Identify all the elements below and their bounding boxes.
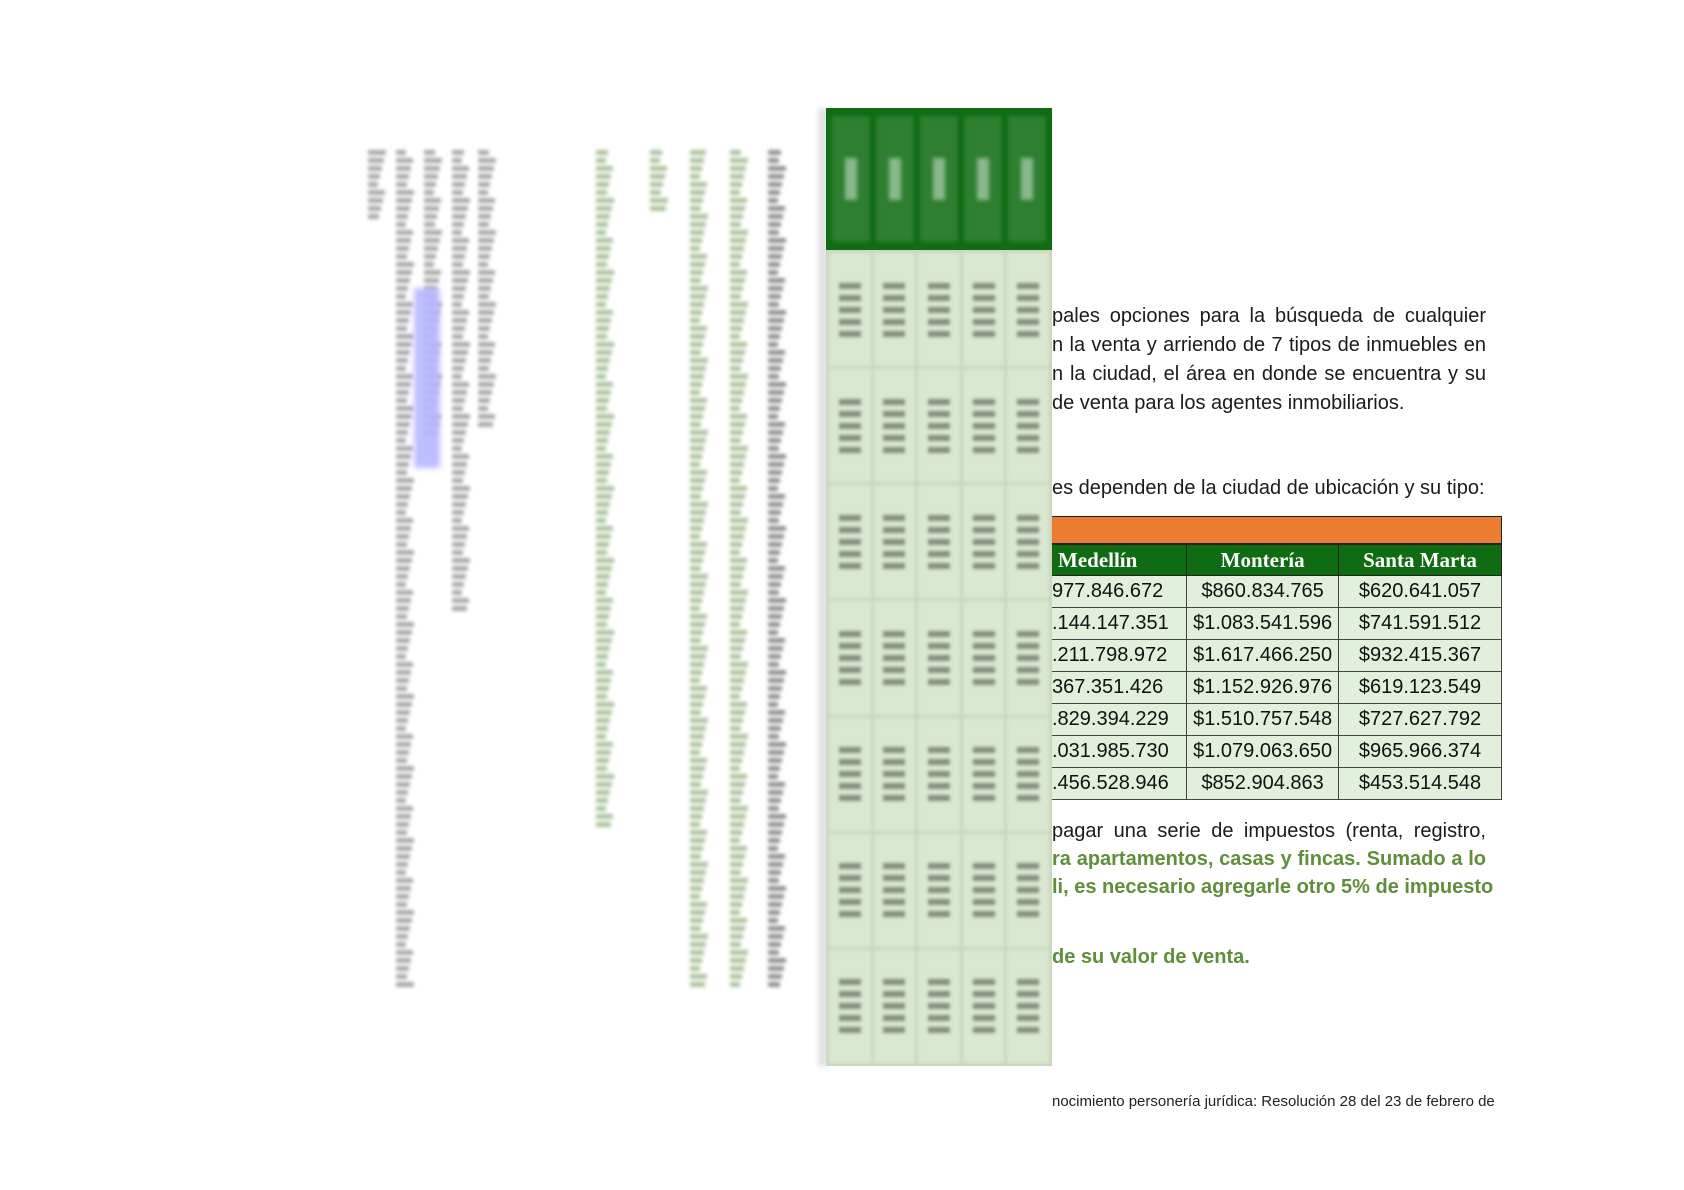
blurred-sheet-cell bbox=[1007, 601, 1049, 714]
blurred-sheet-cell bbox=[829, 718, 871, 831]
blurred-sheet-cell bbox=[1007, 369, 1049, 482]
blurred-sheet-cell bbox=[963, 601, 1005, 714]
blurred-column bbox=[478, 150, 496, 430]
table-header-row bbox=[1052, 545, 1502, 576]
intro-line: de venta para los agentes inmobiliarios. bbox=[1052, 392, 1405, 414]
intro-line: n la ciudad, el área en donde se encuentra y su bbox=[1052, 363, 1486, 385]
blurred-sheet-cell bbox=[963, 369, 1005, 482]
table-cell: $1.617.466.250 bbox=[1187, 640, 1339, 672]
table-row bbox=[1052, 672, 1502, 704]
table-cell: $852.904.863 bbox=[1187, 768, 1339, 800]
blurred-sheet-cell bbox=[874, 253, 916, 366]
blurred-sheet-cell bbox=[874, 485, 916, 598]
blurred-sheet-cell bbox=[918, 485, 960, 598]
blurred-sheet-cell bbox=[1007, 485, 1049, 598]
intro-line: n la venta y arriendo de 7 tipos de inmuebles en bbox=[1052, 334, 1486, 356]
green-line: ra apartamentos, casas y fincas. Sumado a lo bbox=[1052, 848, 1486, 870]
spreadsheet-body bbox=[826, 250, 1052, 1066]
blurred-selection-highlight bbox=[414, 288, 440, 468]
blurred-column bbox=[452, 150, 470, 614]
blurred-column bbox=[690, 150, 708, 990]
table-cell: $1.079.063.650 bbox=[1187, 736, 1339, 768]
table-row bbox=[1052, 768, 1502, 800]
blurred-sheet-cell bbox=[874, 369, 916, 482]
intro-paragraph bbox=[1052, 302, 1486, 418]
blurred-sheet-cell bbox=[874, 950, 916, 1063]
table-row bbox=[1052, 576, 1502, 608]
blurred-column bbox=[768, 150, 786, 990]
blurred-sheet-cell bbox=[918, 369, 960, 482]
green-closing: de su valor de venta. bbox=[1052, 946, 1250, 968]
blurred-column bbox=[368, 150, 386, 222]
blurred-sheet-cell bbox=[829, 834, 871, 947]
blurred-column bbox=[596, 150, 614, 830]
table-cell: $741.591.512 bbox=[1339, 608, 1502, 640]
blurred-sheet-cell bbox=[829, 950, 871, 1063]
blurred-sheet-cell bbox=[963, 834, 1005, 947]
table-cell: 367.351.426 bbox=[1052, 672, 1187, 704]
blurred-sheet-cell bbox=[829, 601, 871, 714]
header-medellin: Medellín bbox=[1052, 545, 1187, 576]
green-paragraph bbox=[1052, 845, 1494, 901]
table-cell: $620.641.057 bbox=[1339, 576, 1502, 608]
blurred-sheet-cell bbox=[963, 485, 1005, 598]
table-cell: .211.798.972 bbox=[1052, 640, 1187, 672]
blurred-sheet-cell bbox=[1007, 834, 1049, 947]
footer-note: nocimiento personería jurídica: Resolución 28 del 23 de febrero de bbox=[1052, 1093, 1495, 1110]
table-cell: $1.510.757.548 bbox=[1187, 704, 1339, 736]
price-table bbox=[1052, 544, 1502, 800]
blurred-sheet-cell bbox=[963, 950, 1005, 1063]
blurred-sheet-cell bbox=[918, 950, 960, 1063]
table-cell: $965.966.374 bbox=[1339, 736, 1502, 768]
blurred-sheet-cell bbox=[918, 834, 960, 947]
blurred-column bbox=[396, 150, 414, 990]
blurred-sheet-cell bbox=[918, 601, 960, 714]
blurred-column bbox=[650, 150, 668, 214]
blurred-sheet-cell bbox=[1007, 950, 1049, 1063]
table-cell: .144.147.351 bbox=[1052, 608, 1187, 640]
header-santa-marta: Santa Marta bbox=[1339, 545, 1502, 576]
tax-paragraph: pagar una serie de impuestos (renta, registro, bbox=[1052, 820, 1486, 842]
green-line: li, es necesario agregarle otro 5% de impuesto bbox=[1052, 876, 1494, 898]
spreadsheet-header bbox=[826, 108, 1052, 250]
blurred-sheet-cell bbox=[1007, 253, 1049, 366]
table-title-bar bbox=[1052, 516, 1502, 544]
blurred-sheet-cell bbox=[918, 718, 960, 831]
blurred-sheet-cell bbox=[829, 253, 871, 366]
table-cell: $1.152.926.976 bbox=[1187, 672, 1339, 704]
blurred-sheet-cell bbox=[829, 485, 871, 598]
blurred-spreadsheet bbox=[826, 108, 1052, 1066]
intro-line: pales opciones para la búsqueda de cualquier bbox=[1052, 305, 1486, 327]
blurred-sheet-cell bbox=[874, 718, 916, 831]
table-row bbox=[1052, 608, 1502, 640]
table-intro: es dependen de la ciudad de ubicación y su tipo: bbox=[1052, 477, 1485, 499]
blurred-sheet-cell bbox=[829, 369, 871, 482]
blurred-sheet-cell bbox=[874, 834, 916, 947]
blurred-sheet-cell bbox=[1007, 718, 1049, 831]
table-cell: 977.846.672 bbox=[1052, 576, 1187, 608]
blurred-sheet-cell bbox=[963, 253, 1005, 366]
table-cell: .829.394.229 bbox=[1052, 704, 1187, 736]
table-cell: $727.627.792 bbox=[1339, 704, 1502, 736]
header-monteria: Montería bbox=[1187, 545, 1339, 576]
table-cell: $932.415.367 bbox=[1339, 640, 1502, 672]
table-row bbox=[1052, 704, 1502, 736]
table-cell: $453.514.548 bbox=[1339, 768, 1502, 800]
document-page bbox=[1052, 0, 1684, 1190]
blurred-sheet-cell bbox=[874, 601, 916, 714]
blurred-sheet-cell bbox=[918, 253, 960, 366]
table-row bbox=[1052, 640, 1502, 672]
table-cell: .456.528.946 bbox=[1052, 768, 1187, 800]
table-row bbox=[1052, 736, 1502, 768]
blurred-column bbox=[730, 150, 748, 990]
table-cell: $619.123.549 bbox=[1339, 672, 1502, 704]
table-cell: .031.985.730 bbox=[1052, 736, 1187, 768]
blurred-sheet-cell bbox=[963, 718, 1005, 831]
table-cell: $860.834.765 bbox=[1187, 576, 1339, 608]
table-cell: $1.083.541.596 bbox=[1187, 608, 1339, 640]
